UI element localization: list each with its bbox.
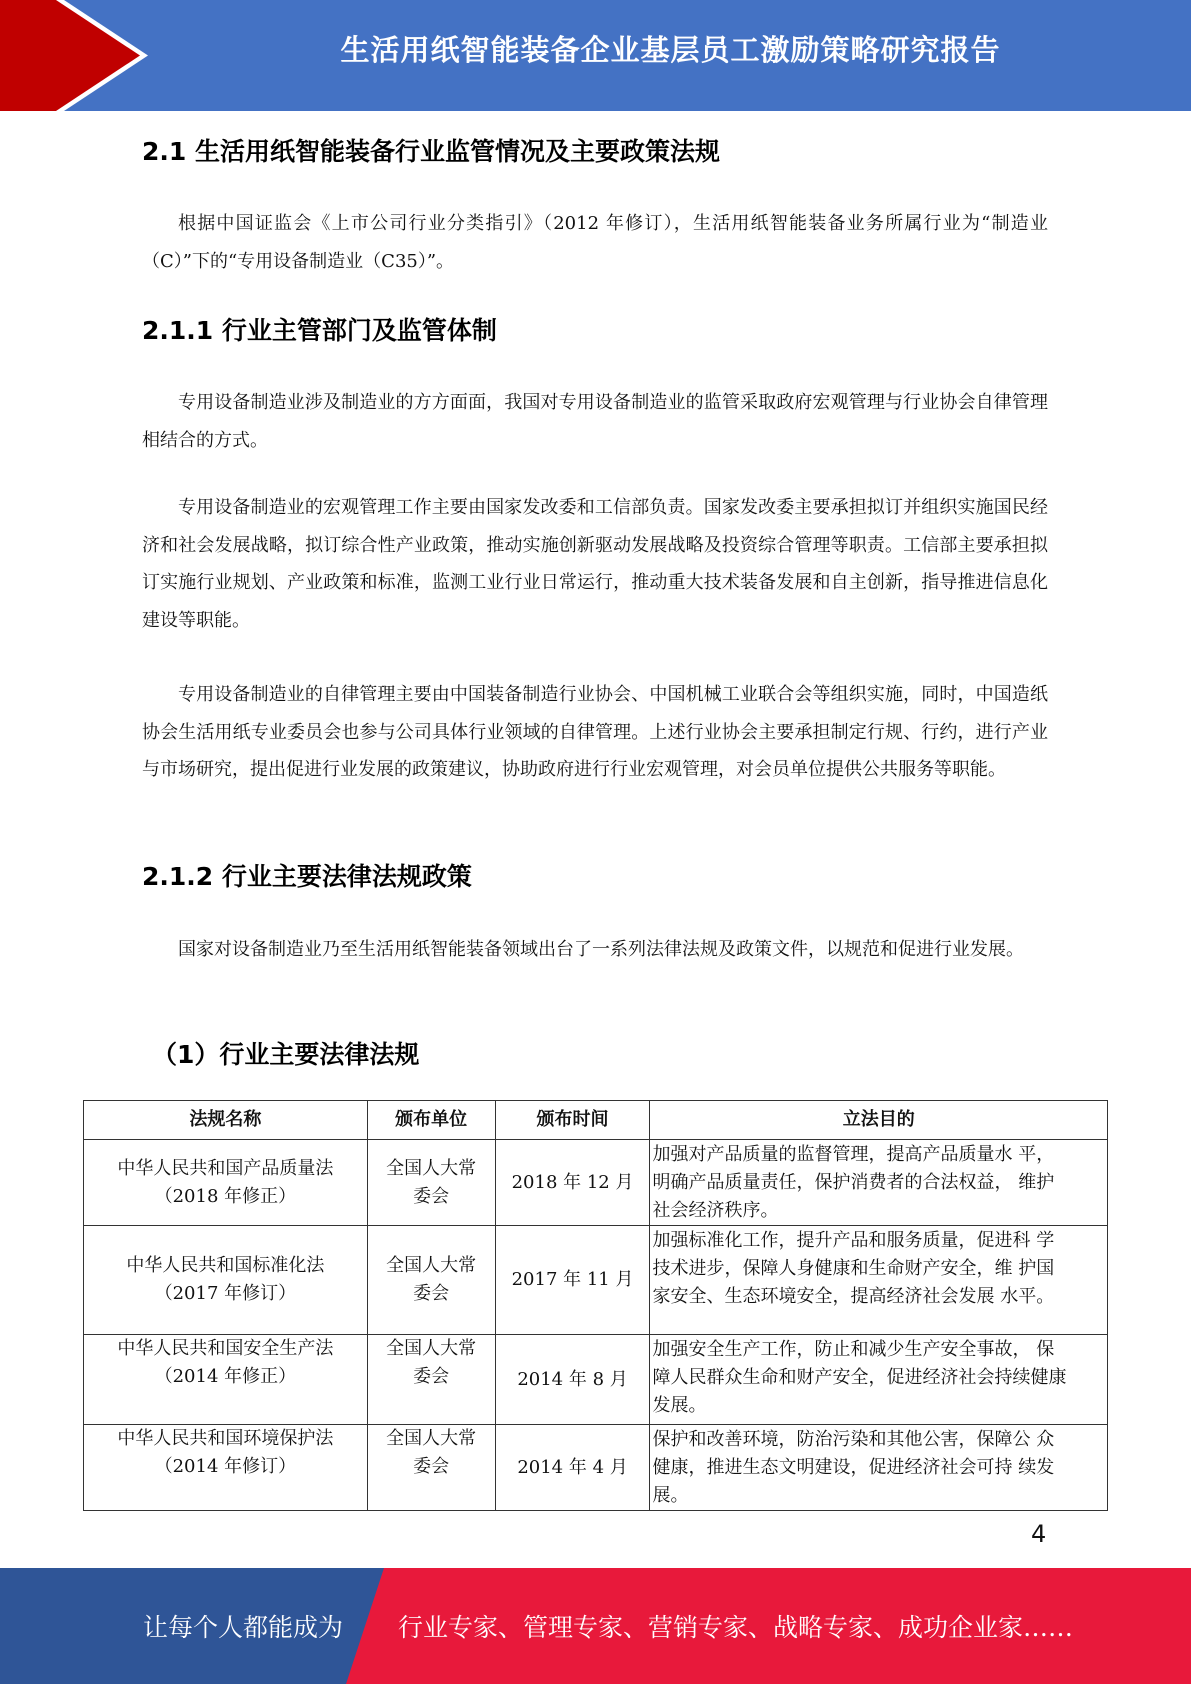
law-name-cell bbox=[84, 1140, 368, 1226]
date-cell: 2018 年 12 月 bbox=[495, 1140, 650, 1226]
law-revision: （2017 年修订） bbox=[154, 1283, 297, 1304]
paragraph: 专用设备制造业的宏观管理工作主要由国家发改委和工信部负责。国家发改委主要承担拟订并组织实施国民经济和社会发展战略，拟订综合性产业政策，推动实施创新驱动发展战略及投资综合管理等职责。工信部主要承担拟订实施行业规划、产业政策和标准，监测工业行业日常运行，推动重大技术装备发展和自主创新，指导推进信息化建设等职能。 bbox=[142, 497, 1048, 631]
date-cell: 2017 年 11 月 bbox=[495, 1226, 650, 1335]
purpose-line: 障人民群众生命和财产安全，促进经济社会持续健康 bbox=[652, 1367, 1067, 1388]
column-header: 颁布时间 bbox=[495, 1101, 650, 1140]
purpose-line: 加强安全生产工作，防止和减少生产安全事故， 保 bbox=[652, 1339, 1055, 1360]
table-row bbox=[84, 1140, 1108, 1226]
report-title: 生活用纸智能装备企业基层员工激励策略研究报告 bbox=[340, 33, 1001, 67]
purpose-cell bbox=[650, 1140, 1108, 1226]
law-revision: （2018 年修正） bbox=[154, 1185, 297, 1207]
law-name: 中华人民共和国产品质量法 bbox=[117, 1157, 334, 1179]
table-row bbox=[84, 1425, 1108, 1511]
paragraph: 专用设备制造业的自律管理主要由中国装备制造行业协会、中国机械工业联合会等组织实施，同时，中国造纸协会生活用纸专业委员会也参与公司具体行业领域的自律管理。上述行业协会主要承担制定行规、行约，进行产业与市场研究，提出促进行业发展的政策建议，协助政府进行行业宏观管理，对会员单位提供公共服务等职能。 bbox=[142, 684, 1048, 780]
page-footer bbox=[0, 1568, 1191, 1684]
issuer-line: 全国人大常 bbox=[386, 1428, 477, 1449]
purpose-line: 保护和改善环境，防治污染和其他公害，保障公 众 bbox=[652, 1429, 1055, 1450]
law-name-cell bbox=[84, 1425, 368, 1511]
issuer-line: 全国人大常 bbox=[386, 1338, 477, 1359]
laws-table bbox=[83, 1100, 1108, 1511]
issuer-line: 委会 bbox=[413, 1185, 450, 1207]
purpose-line: 明确产品质量责任，保护消费者的合法权益， 维护 bbox=[652, 1172, 1055, 1193]
purpose-line: 社会经济秩序。 bbox=[652, 1200, 779, 1221]
purpose-line: 技术进步，保障人身健康和生命财产安全，维 护国 bbox=[652, 1258, 1055, 1279]
subsection-heading-2-1-2: 2.1.2 行业主要法律法规政策 bbox=[142, 862, 472, 891]
footer-slogan-left: 让每个人都能成为 bbox=[143, 1613, 344, 1642]
laws-subheading: （1）行业主要法律法规 bbox=[152, 1040, 420, 1069]
issuer-cell bbox=[367, 1425, 495, 1511]
date-cell: 2014 年 8 月 bbox=[495, 1335, 650, 1425]
page-number: 4 bbox=[1031, 1520, 1047, 1548]
section-heading: 2.1 生活用纸智能装备行业监管情况及主要政策法规 bbox=[142, 137, 720, 166]
table-row bbox=[84, 1226, 1108, 1335]
law-revision: （2014 年修正） bbox=[154, 1366, 297, 1387]
issuer-cell bbox=[367, 1226, 495, 1335]
purpose-line: 加强标准化工作，提升产品和服务质量，促进科 学 bbox=[652, 1230, 1055, 1251]
paragraph: 国家对设备制造业乃至生活用纸智能装备领域出台了一系列法律法规及政策文件，以规范和促进行业发展。 bbox=[178, 939, 1024, 960]
section-intro: 根据中国证监会《上市公司行业分类指引》（2012 年修订），生活用纸智能装备业务所属行业为“制造业（C）”下的“专用设备制造业（C35）”。 bbox=[142, 213, 1048, 272]
issuer-line: 委会 bbox=[413, 1456, 450, 1477]
purpose-line: 家安全、生态环境安全，提高经济社会发展 水平。 bbox=[652, 1286, 1055, 1307]
law-name-cell bbox=[84, 1226, 368, 1335]
law-name: 中华人民共和国安全生产法 bbox=[117, 1338, 334, 1359]
column-header: 法规名称 bbox=[84, 1101, 368, 1140]
purpose-cell bbox=[650, 1226, 1108, 1335]
law-name-cell bbox=[84, 1335, 368, 1425]
issuer-line: 委会 bbox=[413, 1366, 450, 1387]
footer-slogan-right: 行业专家、管理专家、营销专家、战略专家、成功企业家…… bbox=[398, 1613, 1074, 1642]
issuer-cell bbox=[367, 1140, 495, 1226]
purpose-cell bbox=[650, 1335, 1108, 1425]
purpose-line: 发展。 bbox=[652, 1395, 707, 1416]
purpose-line: 加强对产品质量的监督管理，提高产品质量水 平， bbox=[652, 1144, 1055, 1165]
page-header bbox=[0, 0, 1191, 111]
issuer-line: 全国人大常 bbox=[386, 1157, 477, 1179]
law-revision: （2014 年修订） bbox=[154, 1456, 297, 1477]
law-name: 中华人民共和国标准化法 bbox=[126, 1255, 325, 1276]
table-row bbox=[84, 1335, 1108, 1425]
table-header-row bbox=[84, 1101, 1108, 1140]
purpose-cell bbox=[650, 1425, 1108, 1511]
subsection-heading-2-1-1: 2.1.1 行业主管部门及监管体制 bbox=[142, 316, 497, 345]
date-cell: 2014 年 4 月 bbox=[495, 1425, 650, 1511]
purpose-line: 健康，推进生态文明建设，促进经济社会可持 续发 bbox=[652, 1457, 1055, 1478]
purpose-line: 展。 bbox=[652, 1485, 689, 1506]
issuer-line: 委会 bbox=[413, 1283, 450, 1304]
law-name: 中华人民共和国环境保护法 bbox=[117, 1428, 334, 1449]
column-header: 立法目的 bbox=[650, 1101, 1108, 1140]
issuer-line: 全国人大常 bbox=[386, 1255, 477, 1276]
chevron-decoration bbox=[0, 0, 160, 111]
issuer-cell bbox=[367, 1335, 495, 1425]
paragraph: 专用设备制造业涉及制造业的方方面面，我国对专用设备制造业的监管采取政府宏观管理与行业协会自律管理相结合的方式。 bbox=[142, 392, 1048, 451]
column-header: 颁布单位 bbox=[367, 1101, 495, 1140]
